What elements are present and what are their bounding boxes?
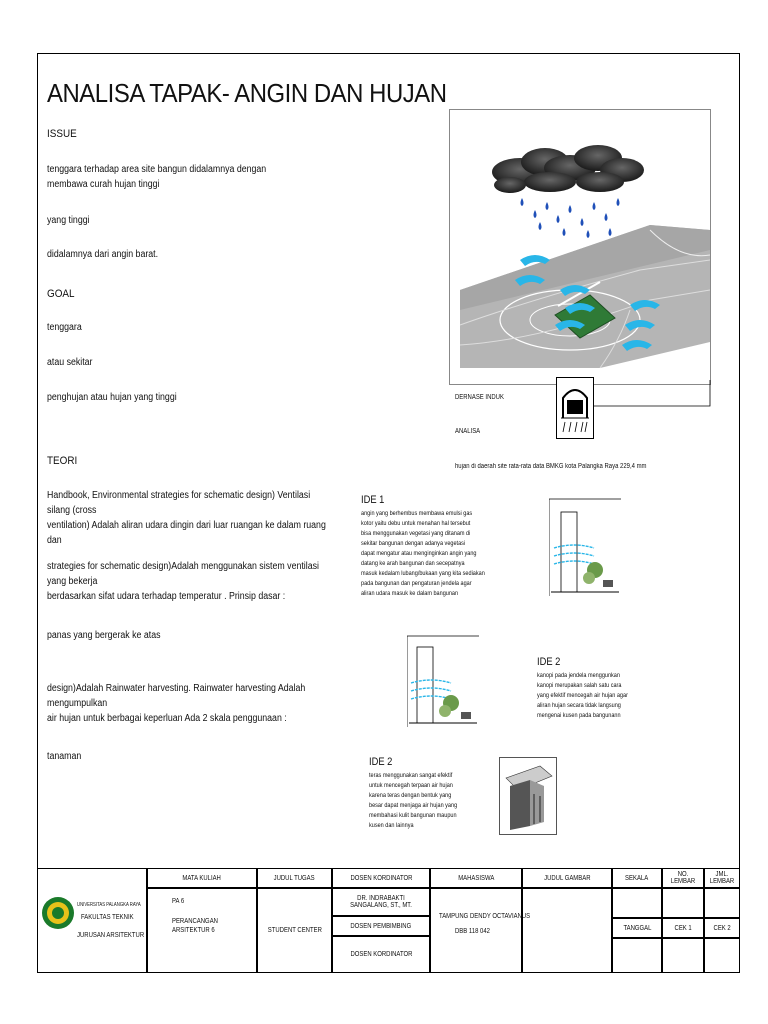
teori-line: tanaman bbox=[47, 751, 82, 762]
text-line: angin yang berhembus membawa emulsi gas bbox=[361, 510, 473, 517]
cek1-value-cell bbox=[662, 938, 704, 973]
issue-heading: ISSUE bbox=[47, 128, 77, 140]
text-line: datang ke arah bangunan dan secepatnya bbox=[361, 560, 465, 567]
dosen-kordinator-name: DR. INDRABAKTI SANGALANG, ST., MT. bbox=[350, 895, 412, 909]
pa-code: PA 6 bbox=[172, 898, 185, 905]
cek2-value-cell bbox=[704, 938, 740, 973]
text-line: besar dapat menjaga air hujan yang bbox=[369, 802, 458, 809]
text-line: yang efektif mencegah air hujan agar bbox=[537, 692, 628, 699]
tanggal-label: TANGGAL bbox=[623, 924, 651, 932]
ide1-text bbox=[361, 509, 497, 599]
site-analysis-illustration bbox=[449, 109, 711, 385]
text-line: aliran udara masuk ke dalam bangunan bbox=[361, 590, 459, 597]
text-line: pada bangunan dan pengaturan jendela agar bbox=[361, 580, 472, 587]
teori-paragraph bbox=[47, 488, 329, 548]
student-id: DBB 118 042 bbox=[455, 928, 490, 935]
text-line: karena teras dengan bentuk yang bbox=[369, 792, 452, 799]
text-line: bisa menggunakan vegetasi yang ditanam di bbox=[361, 530, 471, 537]
cek1-label: CEK 1 bbox=[674, 924, 692, 932]
header-judul-tugas: JUDUL TUGAS bbox=[273, 874, 315, 882]
text-line: kotor yaitu debu untuk menahan hal tersebut bbox=[361, 520, 471, 527]
mata-kuliah-line2: ARSITEKTUR 6 bbox=[172, 927, 215, 934]
mata-kuliah-line1: PERANCANGAN bbox=[172, 918, 218, 925]
ide1-illustration bbox=[549, 498, 621, 596]
cek2-label: CEK 2 bbox=[713, 924, 731, 932]
text-line: kanopi merupakan salah satu cara bbox=[537, 682, 622, 689]
goal-line: penghujan atau hujan yang tinggi bbox=[47, 392, 177, 403]
teori-line: berdasarkan sifat udara terhadap temperatur . Prinsip dasar : bbox=[47, 591, 286, 602]
ide2-canopy-illustration bbox=[407, 635, 479, 727]
ide1-heading: IDE 1 bbox=[361, 494, 385, 506]
text-line: untuk mencegah terpaan air hujan bbox=[369, 782, 453, 789]
drainage-detail-icon bbox=[556, 377, 594, 439]
university-logo-icon bbox=[41, 896, 75, 930]
teori-line: Handbook, Environmental strategies for schematic design) Ventilasi silang (cross bbox=[47, 490, 311, 516]
teori-paragraph bbox=[47, 681, 329, 726]
drainage-label: DERNASE INDUK bbox=[455, 394, 504, 401]
dosen-pembimbing-label: DOSEN PEMBIMBING bbox=[350, 922, 412, 930]
header-dosen: DOSEN KORDINATOR bbox=[350, 874, 412, 882]
faculty-name: FAKULTAS TEKNIK bbox=[81, 914, 134, 921]
header-jml-lembar: JML. LEMBAR bbox=[709, 871, 735, 885]
text-line: teras menggunakan sangat efektif bbox=[369, 772, 453, 779]
teori-line: panas yang bergerak ke atas bbox=[47, 630, 161, 641]
teori-heading: TEORI bbox=[47, 455, 78, 467]
goal-line: atau sekitar bbox=[47, 357, 93, 368]
text-line: aliran hujan secara tidak langsung bbox=[537, 702, 621, 709]
issue-line: membawa curah hujan tinggi bbox=[47, 179, 160, 190]
header-sekala: SEKALA bbox=[625, 874, 649, 882]
header-judul-gambar: JUDUL GAMBAR bbox=[543, 874, 591, 882]
judul-gambar-cell bbox=[522, 888, 612, 973]
teori-line: design)Adalah Rainwater harvesting. Rainwater harvesting Adalah mengumpulkan bbox=[47, 683, 306, 709]
callout-leader-line bbox=[594, 380, 712, 410]
text-line: kanopi pada jendela menggunkan bbox=[537, 672, 620, 679]
teori-paragraph bbox=[47, 559, 329, 604]
goal-line: tenggara bbox=[47, 322, 82, 333]
cloud-icon bbox=[492, 145, 644, 193]
header-mahasiswa: MAHASISWA bbox=[457, 874, 495, 882]
tanggal-value-cell bbox=[612, 938, 662, 973]
header-no-lembar: NO. LEMBAR bbox=[670, 871, 696, 885]
text-line: sekitar bangunan dengan adanya vegetasi bbox=[361, 540, 466, 547]
issue-text bbox=[47, 162, 276, 192]
student-name: TAMPUNG DENDY OCTAVIANUS bbox=[439, 913, 531, 920]
text-line: mengenai kusen pada bangunann bbox=[537, 712, 621, 719]
teori-line: strategies for schematic design)Adalah menggunakan sistem ventilasi yang bekerja bbox=[47, 561, 319, 587]
teori-line: ventilation) Adalah aliran udara dingin dari luar ruangan ke dalam ruang dan bbox=[47, 520, 326, 546]
text-line: kusen dan lainnya bbox=[369, 822, 414, 829]
ide2-terrace-illustration bbox=[499, 757, 557, 835]
judul-tugas-value: STUDENT CENTER bbox=[267, 927, 322, 934]
issue-line: didalamnya dari angin barat. bbox=[47, 249, 159, 260]
header-mata-kuliah: MATA KULIAH bbox=[182, 874, 222, 882]
text-line: membahasi kulit bangunan maupun bbox=[369, 812, 457, 819]
ide2a-heading: IDE 2 bbox=[537, 656, 561, 668]
text-line: masuk kedalam lubang/bukaan yang kita sediakan bbox=[361, 570, 485, 577]
goal-heading: GOAL bbox=[47, 288, 75, 300]
ide2b-text bbox=[369, 771, 488, 831]
dosen-kordinator-label: DOSEN KORDINATOR bbox=[350, 951, 412, 958]
no-lembar-cell bbox=[662, 888, 704, 918]
issue-line: tenggara terhadap area site bangun didalamnya dengan bbox=[47, 164, 267, 175]
analisa-label: ANALISA bbox=[455, 428, 481, 435]
teori-line: air hujan untuk berbagai keperluan Ada 2 skala penggunaan : bbox=[47, 713, 287, 724]
issue-line: yang tinggi bbox=[47, 215, 90, 226]
ide2b-heading: IDE 2 bbox=[369, 756, 393, 768]
sekala-cell bbox=[612, 888, 662, 918]
department-name: JURUSAN ARSITEKTUR bbox=[77, 932, 145, 939]
rain-drops-icon bbox=[521, 198, 620, 238]
ide2a-text bbox=[537, 671, 656, 721]
university-name: UNIVERSITAS PALANGKA RAYA bbox=[77, 902, 141, 908]
page-title: ANALISA TAPAK- ANGIN DAN HUJAN bbox=[47, 78, 447, 108]
site-rain-wind-diagram bbox=[450, 110, 710, 384]
title-block bbox=[37, 868, 740, 973]
text-line: dapat mengatur atau menginginkan angin yang bbox=[361, 550, 477, 557]
rainfall-note: hujan di daerah site rata-rata data BMKG kota Palangka Raya 229,4 mm bbox=[455, 463, 647, 470]
jml-lembar-cell bbox=[704, 888, 740, 918]
